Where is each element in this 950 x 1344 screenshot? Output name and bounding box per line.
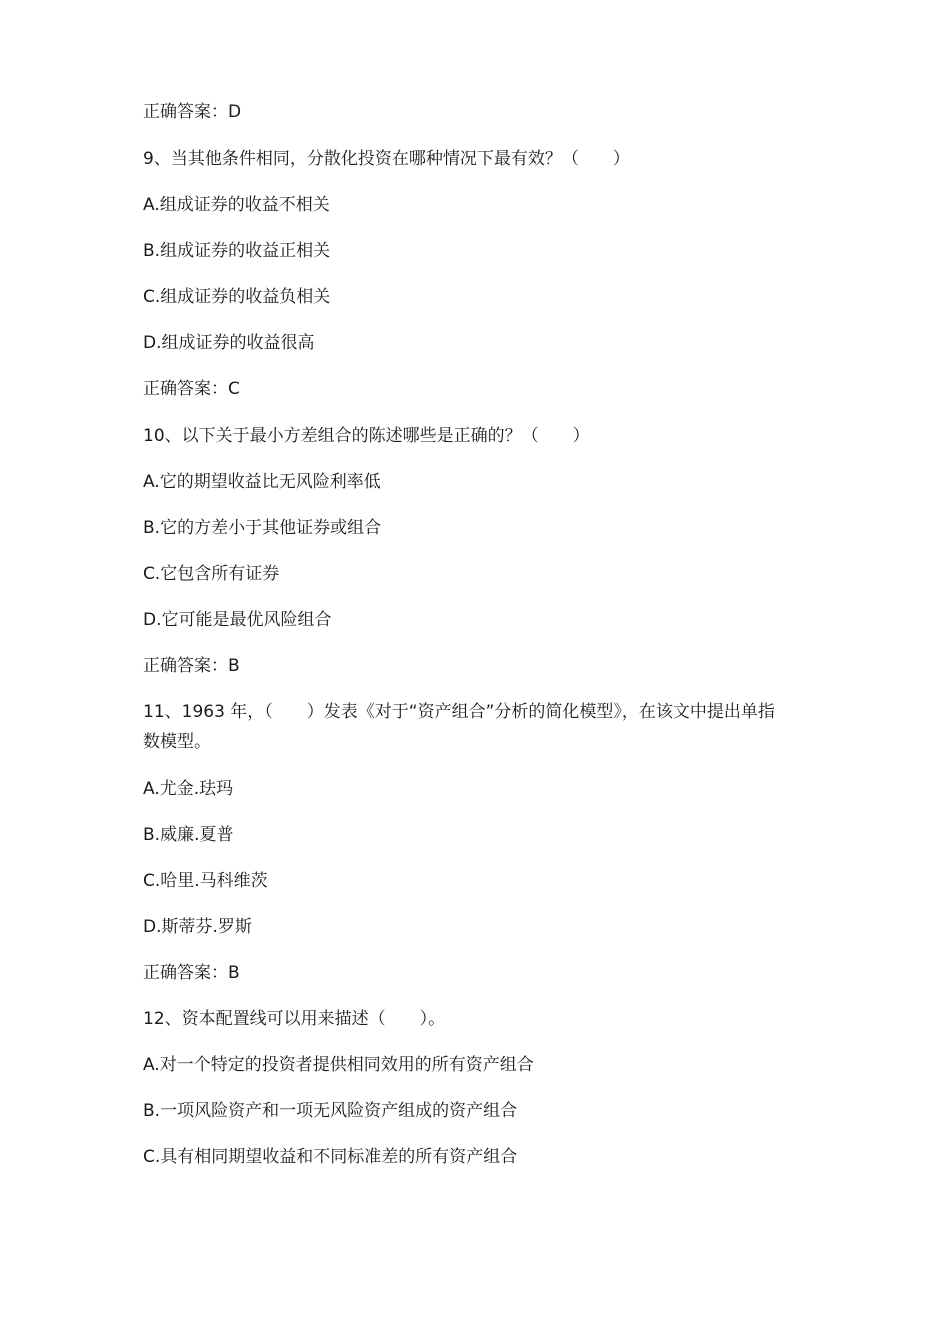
option-b: B.组成证券的收益正相关	[143, 241, 331, 261]
question-11-line-1: 11、1963 年，（ ）发表《对于“资产组合”分析的简化模型》，在该文中提出单指	[143, 702, 775, 722]
question-10: 10、以下关于最小方差组合的陈述哪些是正确的？（ ）	[143, 426, 590, 446]
question-12: 12、资本配置线可以用来描述（ ）。	[143, 1009, 446, 1029]
option-d: D.它可能是最优风险组合	[143, 610, 332, 630]
question-11-line-2: 数模型。	[143, 732, 211, 752]
answer-line: 正确答案：B	[143, 963, 240, 983]
answer-line: 正确答案：C	[143, 379, 240, 399]
option-b: B.一项风险资产和一项无风险资产组成的资产组合	[143, 1101, 518, 1121]
option-a: A.尤金.珐玛	[143, 779, 234, 799]
option-a: A.它的期望收益比无风险利率低	[143, 472, 381, 492]
option-b: B.它的方差小于其他证券或组合	[143, 518, 382, 538]
option-c: C.哈里.马科维茨	[143, 871, 268, 891]
option-c: C.组成证券的收益负相关	[143, 287, 331, 307]
question-9: 9、当其他条件相同，分散化投资在哪种情况下最有效？（ ）	[143, 149, 630, 169]
option-b: B.威廉.夏普	[143, 825, 234, 845]
option-c: C.它包含所有证券	[143, 564, 280, 584]
option-c: C.具有相同期望收益和不同标准差的所有资产组合	[143, 1147, 518, 1167]
option-d: D.组成证券的收益很高	[143, 333, 315, 353]
option-a: A.对一个特定的投资者提供相同效用的所有资产组合	[143, 1055, 534, 1075]
answer-line: 正确答案：D	[143, 102, 242, 122]
option-a: A.组成证券的收益不相关	[143, 195, 330, 215]
option-d: D.斯蒂芬.罗斯	[143, 917, 252, 937]
answer-line: 正确答案：B	[143, 656, 240, 676]
